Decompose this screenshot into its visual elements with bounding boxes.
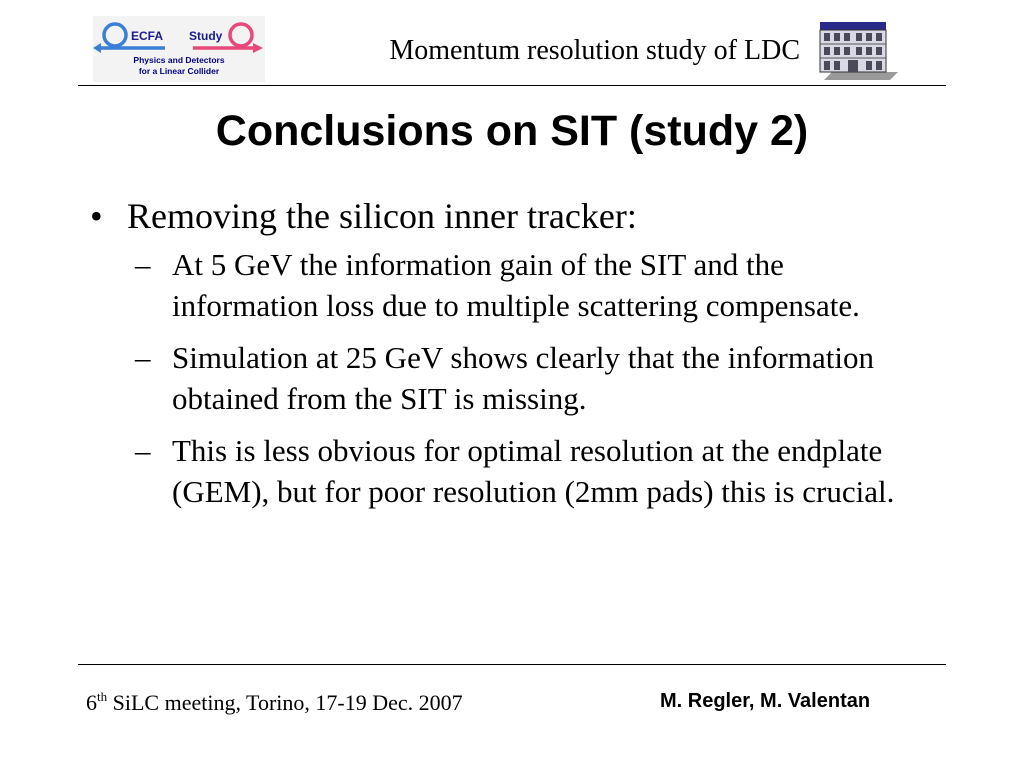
logo-subtitle-line1: Physics and Detectors: [133, 55, 225, 65]
bullet-list: [90, 195, 920, 523]
sub-bullet-list: [127, 244, 920, 512]
sub-bullet-text: This is less obvious for optimal resolution at the endplate (GEM), but for poor resolution (2mm pads) this is crucial.: [172, 433, 895, 509]
logo-ecfa-text: ECFA: [131, 29, 164, 43]
bullet-text: Removing the silicon inner tracker:: [127, 196, 637, 236]
footer-authors: [660, 690, 870, 713]
footer-meeting: [86, 690, 463, 716]
footer-author-2: M. Valentan: [760, 690, 871, 712]
bullet-mark: •: [90, 196, 103, 236]
footer-author-1: M. Regler: [660, 690, 749, 712]
ecfa-study-logo: [93, 16, 265, 82]
footer-divider: [78, 664, 946, 665]
sub-bullet-text: Simulation at 25 GeV shows clearly that the information obtained from the SIT is missing.: [172, 340, 874, 416]
logo-subtitle-line2: for a Linear Collider: [138, 66, 220, 76]
bullet-item: [90, 195, 920, 512]
footer-author-separator: ,: [748, 690, 761, 712]
logo-study-text: Study: [189, 29, 223, 43]
header-divider: [78, 85, 946, 86]
sub-bullet-item: [127, 430, 920, 512]
building-icon: [810, 18, 900, 80]
sub-bullet-mark: –: [135, 340, 151, 375]
sub-bullet-mark: –: [135, 433, 151, 468]
footer-meeting-number: 6: [86, 690, 97, 715]
footer-meeting-text: SiLC meeting, Torino, 17-19 Dec. 2007: [107, 690, 463, 715]
footer-meeting-suffix: th: [97, 689, 108, 704]
sub-bullet-item: [127, 244, 920, 326]
sub-bullet-text: At 5 GeV the information gain of the SIT and the information loss due to multiple scattering compensate.: [172, 247, 860, 323]
header-title: Momentum resolution study of LDC: [389, 35, 800, 66]
slide-title: Conclusions on SIT (study 2): [215, 107, 809, 155]
sub-bullet-mark: –: [135, 247, 151, 282]
sub-bullet-item: [127, 337, 920, 419]
